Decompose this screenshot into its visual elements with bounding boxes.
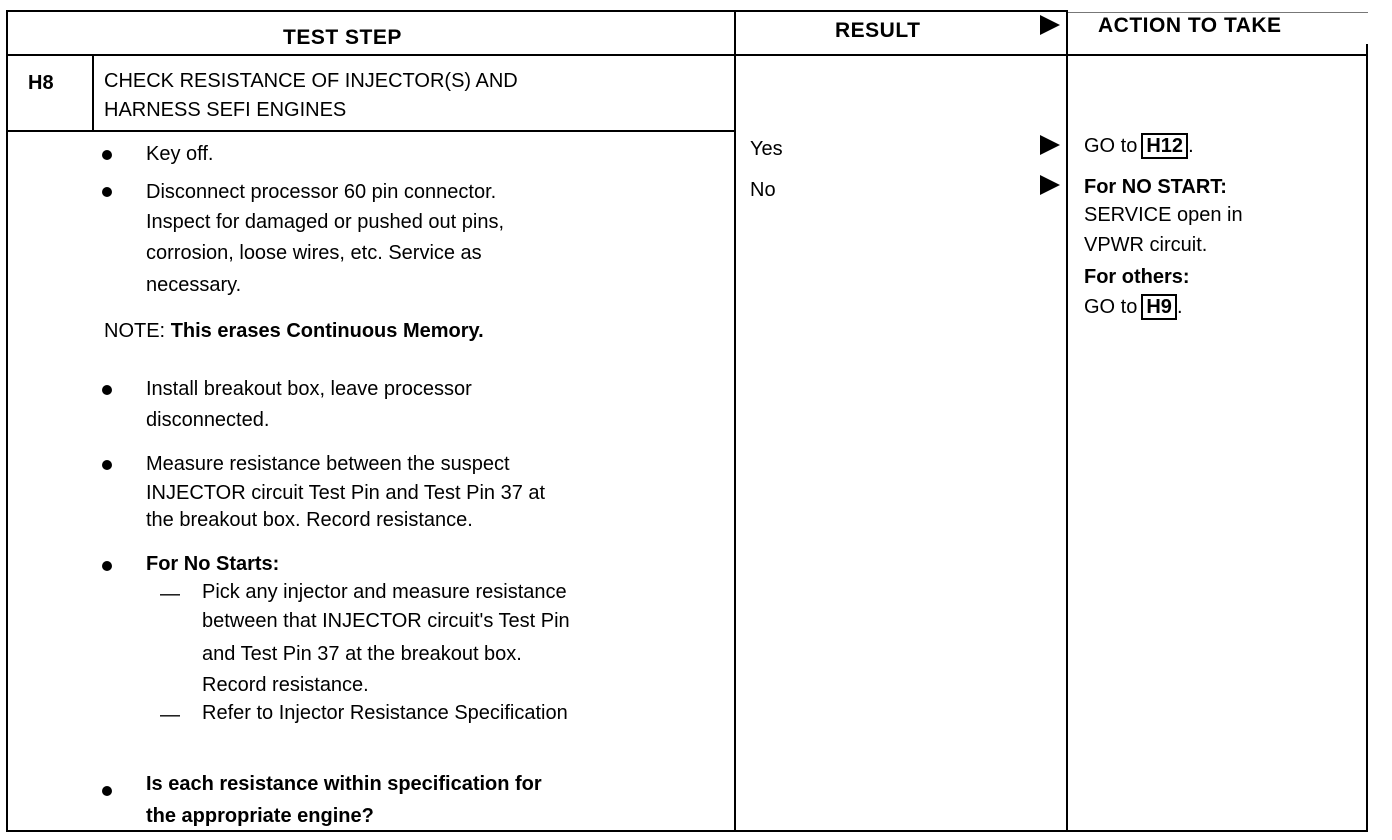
action-yes-ref: H12: [1141, 133, 1188, 159]
step-question-line1: Is each resistance within specification for: [146, 773, 542, 795]
action-others-label: For others:: [1084, 266, 1190, 288]
step-measure-line2: INJECTOR circuit Test Pin and Test Pin 37 at: [146, 482, 546, 504]
note-label: NOTE:: [104, 320, 166, 342]
header-test-step: TEST STEP: [283, 26, 402, 49]
action-yes-prefix: GO to: [1084, 135, 1138, 157]
step-pick-line2: between that INJECTOR circuit's Test Pin: [202, 610, 570, 632]
step-refer-spec: Refer to Injector Resistance Specification: [202, 702, 568, 724]
step-measure-line1: Measure resistance between the suspect: [146, 453, 510, 475]
step-measure-line3: the breakout box. Record resistance.: [146, 509, 473, 531]
step-title-line1: CHECK RESISTANCE OF INJECTOR(S) AND: [104, 70, 518, 92]
action-yes: [1084, 131, 1194, 162]
table-left-border: [6, 10, 8, 832]
bullet-icon: [102, 385, 112, 395]
step-disconnect-line4: necessary.: [146, 274, 242, 296]
dash-icon: —: [160, 704, 180, 726]
action-others: [1084, 292, 1183, 323]
bullet-icon: [102, 561, 112, 571]
step-pick-line3: and Test Pin 37 at the breakout box.: [202, 643, 522, 665]
action-no-start-line1: SERVICE open in: [1084, 204, 1243, 226]
step-pick-line4: Record resistance.: [202, 674, 369, 696]
step-question-line2: the appropriate engine?: [146, 805, 374, 827]
action-others-suffix: .: [1176, 296, 1183, 318]
step-install-line1: Install breakout box, leave processor: [146, 378, 472, 400]
teststep-result-divider: [734, 10, 736, 832]
header-arrow-icon: [1040, 15, 1060, 35]
action-no-start-line2: VPWR circuit.: [1084, 234, 1208, 256]
bullet-icon: [102, 460, 112, 470]
note-text: This erases Continuous Memory.: [170, 320, 484, 342]
result-action-divider: [1066, 10, 1068, 832]
step-title-bottom-border: [6, 130, 736, 132]
bullet-icon: [102, 150, 112, 160]
step-id: H8: [28, 72, 54, 94]
step-title-line2: HARNESS SEFI ENGINES: [104, 99, 347, 121]
header-action-to-take: ACTION TO TAKE: [1098, 14, 1282, 37]
header-result: RESULT: [835, 19, 921, 42]
step-key-off: Key off.: [146, 143, 214, 165]
result-no: No: [750, 179, 776, 201]
step-id-divider: [92, 56, 94, 132]
action-others-prefix: GO to: [1084, 296, 1138, 318]
table-top-border: [6, 10, 1066, 12]
dash-icon: —: [160, 583, 180, 605]
result-no-arrow-icon: [1040, 175, 1060, 195]
step-disconnect-line3: corrosion, loose wires, etc. Service as: [146, 242, 482, 264]
result-yes: Yes: [750, 138, 783, 160]
step-disconnect-line2: Inspect for damaged or pushed out pins,: [146, 211, 505, 233]
action-others-ref: H9: [1141, 294, 1177, 320]
action-top-border: [1068, 12, 1368, 13]
bullet-icon: [102, 187, 112, 197]
result-yes-arrow-icon: [1040, 135, 1060, 155]
action-yes-suffix: .: [1188, 135, 1194, 157]
step-pick-line1: Pick any injector and measure resistance: [202, 581, 567, 603]
step-install-line2: disconnected.: [146, 409, 270, 431]
table-right-border: [1366, 44, 1368, 832]
step-disconnect-line1: Disconnect processor 60 pin connector.: [146, 181, 497, 203]
note-line: [104, 316, 484, 347]
step-no-starts-title: For No Starts:: [146, 553, 280, 575]
bullet-icon: [102, 786, 112, 796]
header-bottom-border: [6, 54, 1368, 56]
action-no-start-label: For NO START:: [1084, 176, 1227, 198]
